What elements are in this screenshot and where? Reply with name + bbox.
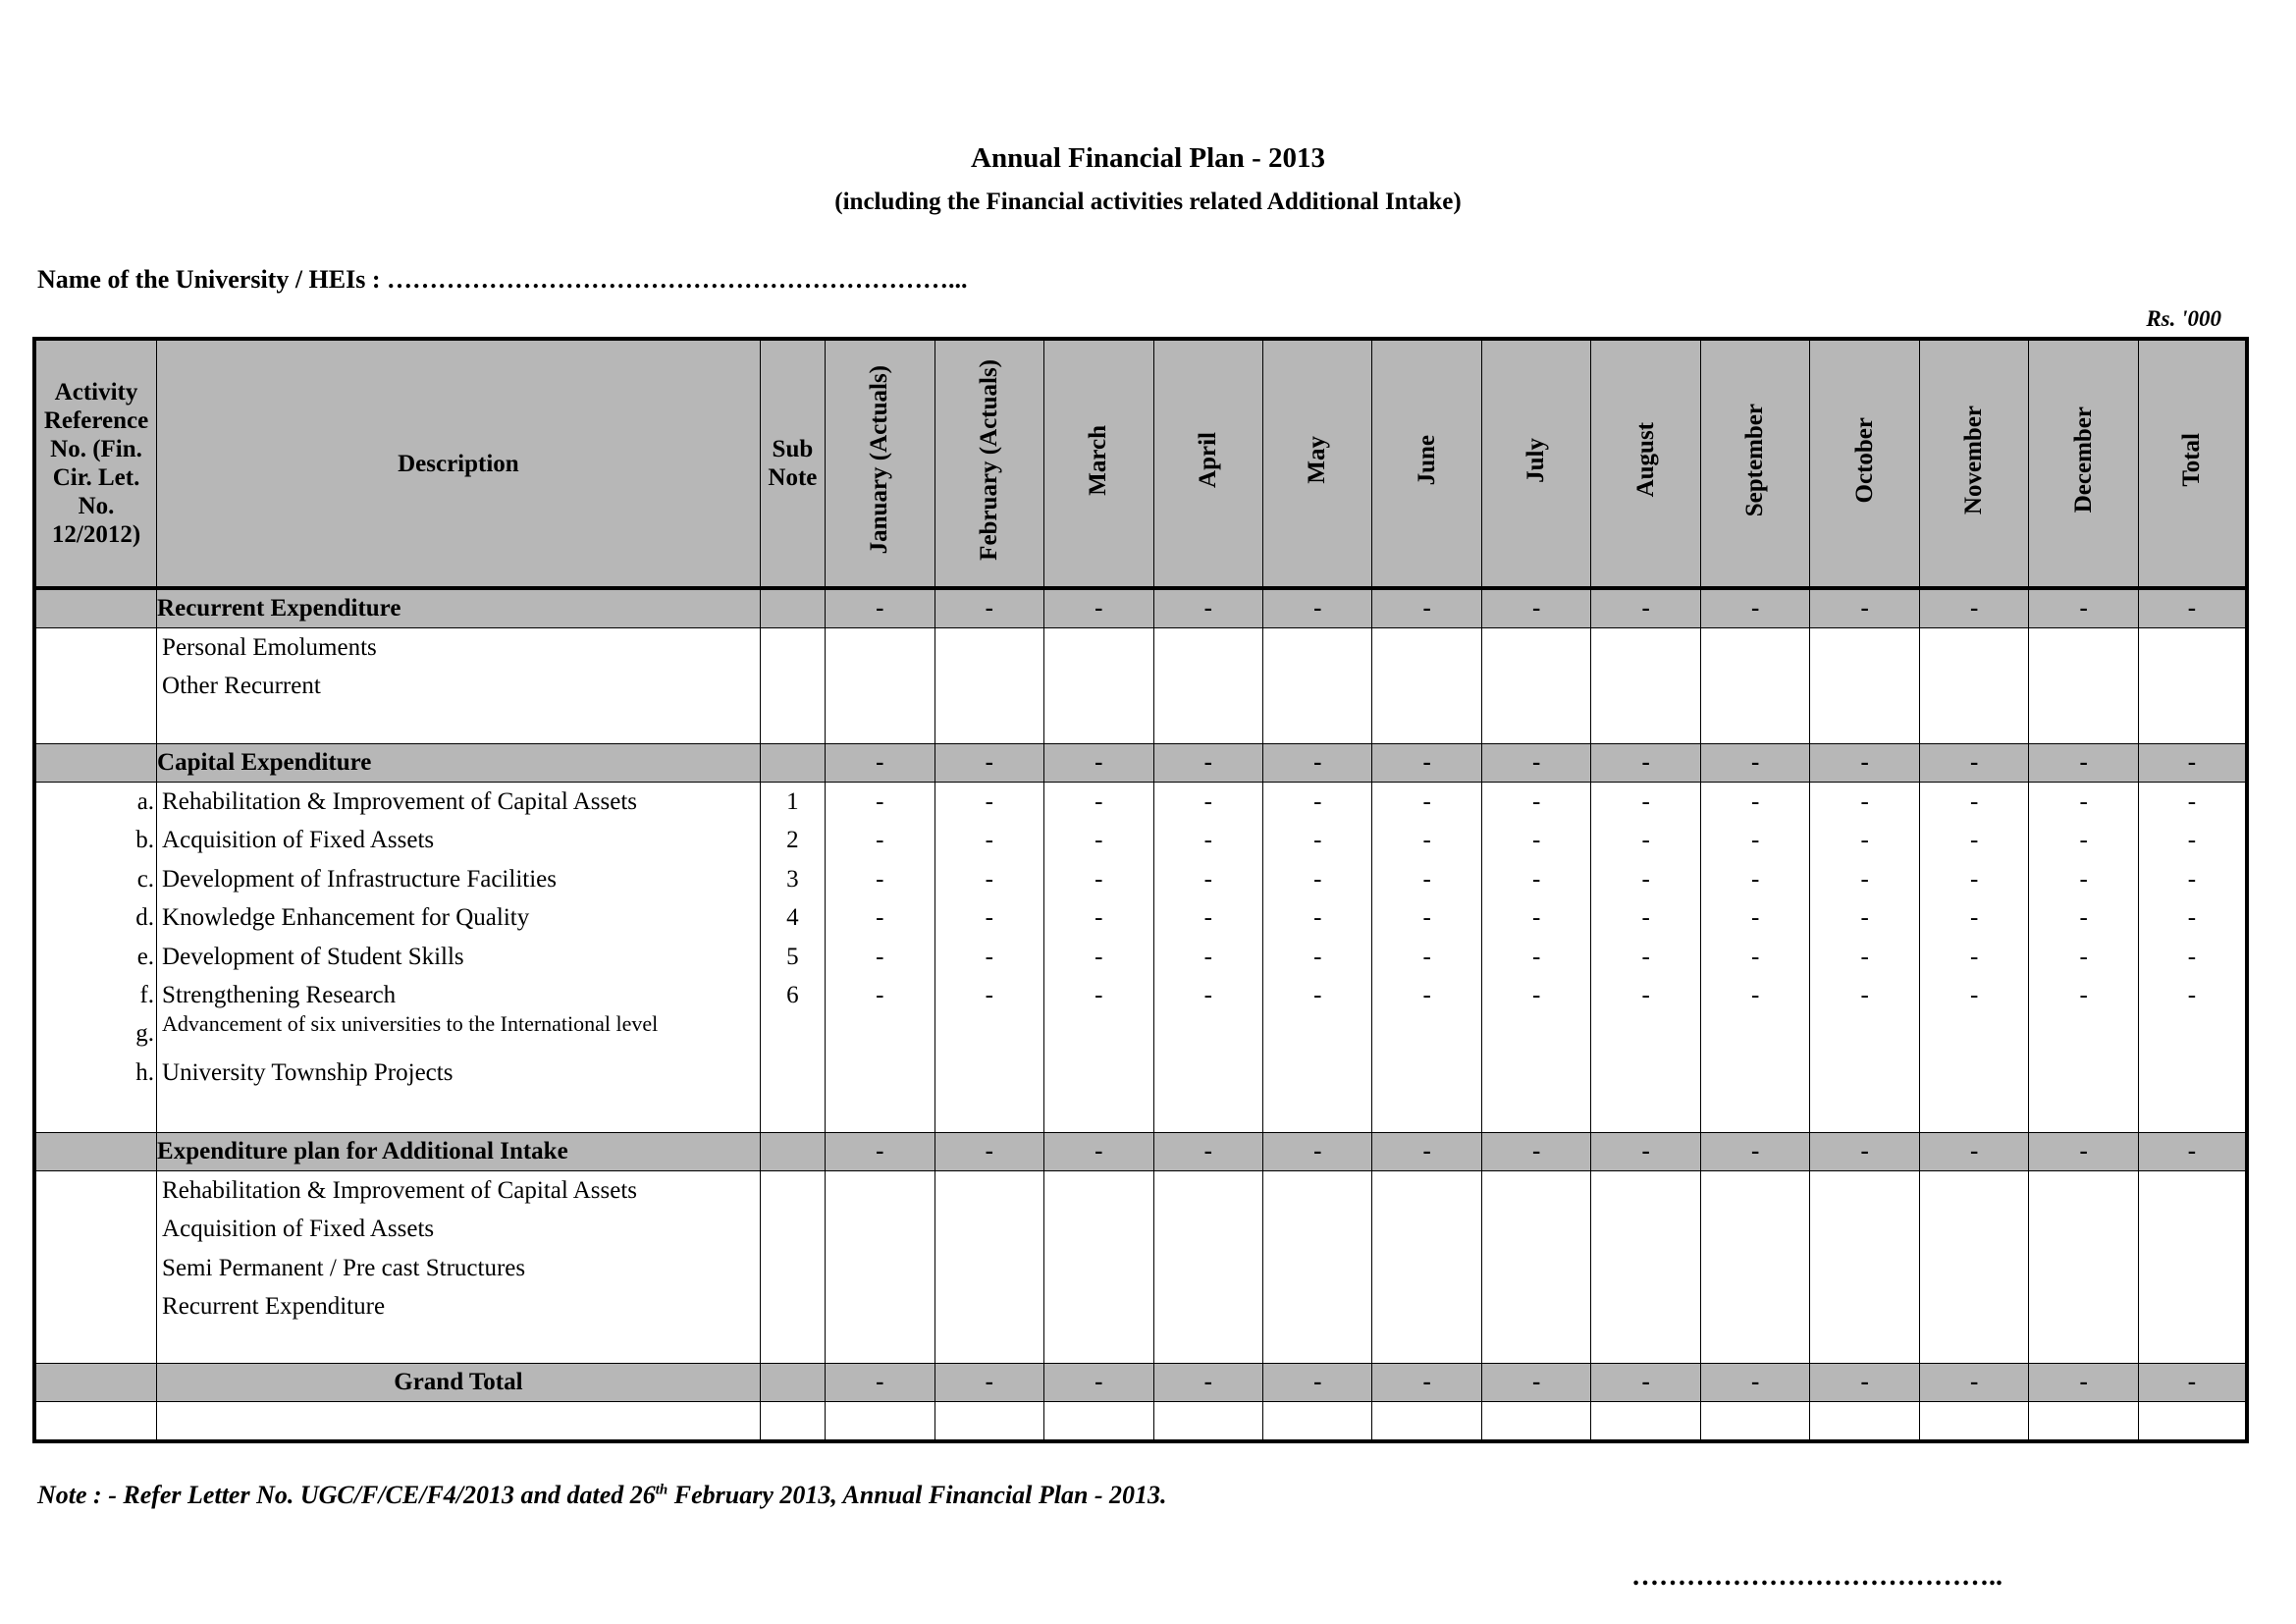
value-dash: - (1969, 904, 1979, 932)
value-dash: - (2187, 943, 2197, 970)
column-header-february: February (Actuals) (934, 339, 1043, 588)
value-cell: - (826, 1133, 934, 1171)
value-cell: - (1044, 1133, 1153, 1171)
section-title: Expenditure plan for Additional Intake (157, 1133, 761, 1171)
value-cell (934, 1171, 1043, 1364)
note-cell (760, 744, 825, 783)
value-cell (1481, 783, 1590, 1133)
section-row-recurrent (34, 588, 2247, 628)
financial-plan-table (32, 337, 2249, 1443)
blank-row (34, 1402, 2247, 1442)
ref-cell (34, 588, 157, 628)
section-body-recurrent (34, 628, 2247, 744)
column-header-august: August (1591, 339, 1700, 588)
value-cell (2138, 783, 2247, 1133)
note-cell (760, 628, 825, 744)
description-cell (157, 783, 761, 1133)
section-body-capital (34, 783, 2247, 1133)
value-cell (1591, 628, 1700, 744)
value-cell (826, 1171, 934, 1364)
value-cell (1153, 1171, 1262, 1364)
grand-total-row (34, 1364, 2247, 1402)
ref-cell (34, 1171, 157, 1364)
value-dash: - (985, 788, 993, 815)
empty-cell (2029, 1402, 2138, 1442)
column-header-april: April (1153, 339, 1262, 588)
value-dash: - (1203, 943, 1212, 970)
empty-cell (760, 1402, 825, 1442)
value-cell (1044, 1171, 1153, 1364)
value-cell (1919, 628, 2028, 744)
value-dash: - (2187, 865, 2197, 893)
value-cell (826, 783, 934, 1133)
value-cell: - (1153, 1133, 1262, 1171)
footnote (37, 1481, 1167, 1510)
column-header-sub-note: Sub Note (760, 339, 825, 588)
value-dash: - (876, 943, 884, 970)
note-cell (760, 783, 825, 1133)
empty-cell (1153, 1402, 1262, 1442)
value-dash: - (1860, 943, 1869, 970)
value-dash: - (1969, 788, 1979, 815)
value-cell: - (1591, 1364, 1700, 1402)
value-dash: - (1095, 827, 1103, 854)
line-item: Rehabilitation & Improvement of Capital Assets (162, 788, 637, 815)
value-cell: - (1919, 1364, 2028, 1402)
value-cell (934, 783, 1043, 1133)
value-cell: - (1372, 1133, 1481, 1171)
page-title: Annual Financial Plan - 2013 (971, 142, 1325, 174)
value-cell (2138, 1171, 2247, 1364)
column-header-january: January (Actuals) (826, 339, 934, 588)
value-dash: - (1532, 904, 1541, 932)
ref-label: h. (135, 1058, 155, 1086)
value-dash: - (985, 904, 993, 932)
value-dash: - (1532, 943, 1541, 970)
value-cell: - (1153, 744, 1262, 783)
value-cell (1591, 783, 1700, 1133)
value-dash: - (2187, 788, 2197, 815)
empty-cell (34, 1402, 157, 1442)
value-dash: - (1969, 865, 1979, 893)
value-cell: - (934, 1364, 1043, 1402)
value-dash: - (876, 865, 884, 893)
column-header-total: Total (2138, 339, 2247, 588)
value-cell: - (1481, 1364, 1590, 1402)
value-dash: - (1641, 827, 1650, 854)
ref-cell (34, 744, 157, 783)
value-cell: - (1153, 588, 1262, 628)
value-cell: - (1919, 744, 2028, 783)
value-cell (1372, 783, 1481, 1133)
empty-cell (157, 1402, 761, 1442)
column-header-june: June (1372, 339, 1481, 588)
empty-cell (1481, 1402, 1590, 1442)
value-dash: - (1422, 827, 1431, 854)
value-dash: - (1751, 904, 1760, 932)
value-cell: - (1700, 744, 1809, 783)
grand-total-label: Grand Total (157, 1364, 761, 1402)
note-number: 1 (786, 788, 799, 815)
line-item: Advancement of six universities to the International level (162, 1014, 659, 1037)
value-cell: - (1372, 744, 1481, 783)
footnote-text-end: February 2013, Annual Financial Plan - 2013. (667, 1481, 1167, 1509)
empty-cell (1372, 1402, 1481, 1442)
value-dash: - (876, 981, 884, 1008)
section-body-additional-intake (34, 1171, 2247, 1364)
value-dash: - (1969, 827, 1979, 854)
value-dash: - (1095, 943, 1103, 970)
section-title: Capital Expenditure (157, 744, 761, 783)
value-dash: - (876, 827, 884, 854)
empty-cell (1262, 1402, 1371, 1442)
note-cell (760, 1171, 825, 1364)
value-cell (1700, 1171, 1809, 1364)
value-dash: - (1532, 827, 1541, 854)
value-dash: - (2079, 904, 2088, 932)
value-dash: - (1095, 788, 1103, 815)
section-row-additional-intake (34, 1133, 2247, 1171)
empty-cell (1044, 1402, 1153, 1442)
ref-cell (34, 628, 157, 744)
value-cell (1044, 628, 1153, 744)
value-cell (1810, 628, 1919, 744)
value-cell (1591, 1171, 1700, 1364)
value-cell (2138, 628, 2247, 744)
value-cell (2029, 1171, 2138, 1364)
value-cell: - (826, 744, 934, 783)
value-cell: - (1700, 1133, 1809, 1171)
section-title: Recurrent Expenditure (157, 588, 761, 628)
value-cell (1044, 783, 1153, 1133)
description-cell (157, 1171, 761, 1364)
value-cell: - (2138, 588, 2247, 628)
value-cell (1919, 1171, 2028, 1364)
table-header-row (34, 339, 2247, 588)
value-cell: - (2029, 588, 2138, 628)
value-dash: - (1969, 981, 1979, 1008)
value-cell: - (1591, 588, 1700, 628)
value-cell (934, 628, 1043, 744)
value-cell (1481, 628, 1590, 744)
column-header-description: Description (157, 339, 761, 588)
ref-label: d. (135, 904, 155, 932)
ref-cell (34, 1364, 157, 1402)
value-cell: - (1919, 1133, 2028, 1171)
ref-cell (34, 1133, 157, 1171)
value-dash: - (1751, 865, 1760, 893)
line-item: Knowledge Enhancement for Quality (162, 904, 530, 932)
value-dash: - (1422, 788, 1431, 815)
value-cell (2029, 628, 2138, 744)
value-cell: - (1591, 744, 1700, 783)
value-dash: - (1203, 788, 1212, 815)
value-dash: - (1095, 904, 1103, 932)
empty-cell (2138, 1402, 2247, 1442)
empty-cell (1700, 1402, 1809, 1442)
column-header-reference: Activity Reference No. (Fin. Cir. Let. No. 12/2012) (34, 339, 157, 588)
value-cell: - (2029, 1364, 2138, 1402)
value-cell: - (1044, 1364, 1153, 1402)
column-header-october: October (1810, 339, 1919, 588)
value-cell: - (2029, 1133, 2138, 1171)
column-header-september: September (1700, 339, 1809, 588)
value-dash: - (2079, 981, 2088, 1008)
value-dash: - (1203, 904, 1212, 932)
value-dash: - (1641, 981, 1650, 1008)
value-cell: - (2138, 1364, 2247, 1402)
value-dash: - (1203, 981, 1212, 1008)
currency-units: Rs. '000 (2146, 306, 2221, 331)
signature-line: ………………………………….. (1631, 1561, 2002, 1592)
value-dash: - (1969, 943, 1979, 970)
line-item: Other Recurrent (162, 673, 321, 700)
empty-cell (1591, 1402, 1700, 1442)
empty-cell (1810, 1402, 1919, 1442)
value-cell: - (934, 744, 1043, 783)
value-cell (1919, 783, 2028, 1133)
column-header-december: December (2029, 339, 2138, 588)
value-dash: - (1860, 788, 1869, 815)
value-dash: - (2079, 865, 2088, 893)
value-cell (1262, 783, 1371, 1133)
footnote-superscript: th (655, 1482, 668, 1498)
value-cell (1700, 783, 1809, 1133)
note-number: 4 (786, 904, 799, 932)
value-cell: - (1810, 588, 1919, 628)
value-cell: - (2138, 1133, 2247, 1171)
value-dash: - (1422, 865, 1431, 893)
value-dash: - (985, 943, 993, 970)
value-dash: - (1860, 827, 1869, 854)
value-cell: - (1700, 1364, 1809, 1402)
note-number: 5 (786, 943, 799, 970)
value-dash: - (1532, 788, 1541, 815)
value-dash: - (1860, 865, 1869, 893)
section-row-capital (34, 744, 2247, 783)
description-cell (157, 628, 761, 744)
line-item: Recurrent Expenditure (162, 1293, 386, 1321)
value-dash: - (1313, 943, 1322, 970)
value-dash: - (1422, 904, 1431, 932)
line-item: Acquisition of Fixed Assets (162, 1216, 435, 1243)
value-cell: - (1810, 1133, 1919, 1171)
value-dash: - (985, 865, 993, 893)
value-dash: - (2079, 943, 2088, 970)
value-dash: - (1641, 865, 1650, 893)
value-cell: - (1810, 744, 1919, 783)
value-cell: - (826, 588, 934, 628)
value-dash: - (876, 788, 884, 815)
value-dash: - (876, 904, 884, 932)
note-cell (760, 1133, 825, 1171)
line-item: Development of Student Skills (162, 943, 464, 970)
line-item: University Township Projects (162, 1058, 454, 1086)
column-header-november: November (1919, 339, 2028, 588)
note-cell (760, 1364, 825, 1402)
value-dash: - (985, 827, 993, 854)
value-cell: - (1372, 1364, 1481, 1402)
value-dash: - (1313, 904, 1322, 932)
value-dash: - (1422, 943, 1431, 970)
ref-label: g. (135, 1020, 155, 1048)
value-dash: - (1095, 981, 1103, 1008)
value-cell: - (1591, 1133, 1700, 1171)
value-dash: - (985, 981, 993, 1008)
value-cell (1262, 628, 1371, 744)
value-cell: - (1262, 1133, 1371, 1171)
value-cell (2029, 783, 2138, 1133)
empty-cell (1919, 1402, 2028, 1442)
value-dash: - (1751, 943, 1760, 970)
value-cell (1153, 628, 1262, 744)
value-dash: - (1422, 981, 1431, 1008)
value-dash: - (1860, 904, 1869, 932)
value-cell: - (1044, 744, 1153, 783)
value-dash: - (1313, 865, 1322, 893)
column-header-may: May (1262, 339, 1371, 588)
value-dash: - (1532, 865, 1541, 893)
line-item: Acquisition of Fixed Assets (162, 827, 435, 854)
note-cell (760, 588, 825, 628)
page-subtitle: (including the Financial activities related Additional Intake) (834, 189, 1462, 215)
ref-label: c. (136, 865, 155, 893)
value-dash: - (1095, 865, 1103, 893)
value-cell: - (1700, 588, 1809, 628)
value-dash: - (1641, 788, 1650, 815)
empty-cell (826, 1402, 934, 1442)
line-item: Rehabilitation & Improvement of Capital Assets (162, 1177, 637, 1204)
column-header-july: July (1481, 339, 1590, 588)
value-dash: - (2187, 827, 2197, 854)
value-dash: - (1751, 827, 1760, 854)
value-cell: - (1810, 1364, 1919, 1402)
value-cell: - (1044, 588, 1153, 628)
value-dash: - (1860, 981, 1869, 1008)
value-dash: - (1641, 904, 1650, 932)
note-number: 6 (786, 981, 799, 1008)
value-cell (1700, 628, 1809, 744)
value-dash: - (2079, 827, 2088, 854)
value-cell: - (1262, 588, 1371, 628)
value-dash: - (2079, 788, 2088, 815)
footnote-text: Note : - Refer Letter No. UGC/F/CE/F4/2013 and dated 26 (37, 1481, 656, 1509)
column-header-march: March (1044, 339, 1153, 588)
value-dash: - (1313, 827, 1322, 854)
value-cell (1372, 628, 1481, 744)
note-number: 2 (786, 827, 799, 854)
value-dash: - (1532, 981, 1541, 1008)
value-cell: - (1481, 1133, 1590, 1171)
ref-cell (34, 783, 157, 1133)
value-cell (826, 628, 934, 744)
value-dash: - (2187, 981, 2197, 1008)
value-cell: - (1372, 588, 1481, 628)
value-dash: - (1203, 827, 1212, 854)
value-cell (1262, 1171, 1371, 1364)
value-dash: - (1751, 981, 1760, 1008)
empty-cell (934, 1402, 1043, 1442)
line-item: Semi Permanent / Pre cast Structures (162, 1254, 526, 1281)
value-cell: - (2029, 744, 2138, 783)
value-cell: - (826, 1364, 934, 1402)
value-cell (1372, 1171, 1481, 1364)
ref-label: b. (135, 827, 155, 854)
value-dash: - (1313, 981, 1322, 1008)
value-dash: - (1203, 865, 1212, 893)
value-dash: - (1751, 788, 1760, 815)
value-cell: - (1262, 1364, 1371, 1402)
line-item: Strengthening Research (162, 981, 397, 1008)
line-item: Development of Infrastructure Facilities (162, 865, 557, 893)
value-cell: - (934, 588, 1043, 628)
ref-label: f. (139, 981, 155, 1008)
value-cell: - (2138, 744, 2247, 783)
value-cell: - (1919, 588, 2028, 628)
line-item: Personal Emoluments (162, 634, 377, 661)
value-dash: - (1313, 788, 1322, 815)
value-cell: - (1481, 588, 1590, 628)
value-cell: - (1153, 1364, 1262, 1402)
value-cell (1153, 783, 1262, 1133)
ref-label: e. (136, 943, 155, 970)
value-cell (1481, 1171, 1590, 1364)
value-dash: - (2187, 904, 2197, 932)
note-number: 3 (786, 865, 799, 893)
university-name-field: Name of the University / HEIs : …………………………………………………………... (37, 265, 968, 294)
value-dash: - (1641, 943, 1650, 970)
ref-label: a. (136, 788, 155, 815)
value-cell: - (934, 1133, 1043, 1171)
value-cell (1810, 783, 1919, 1133)
value-cell (1810, 1171, 1919, 1364)
value-cell: - (1262, 744, 1371, 783)
value-cell: - (1481, 744, 1590, 783)
